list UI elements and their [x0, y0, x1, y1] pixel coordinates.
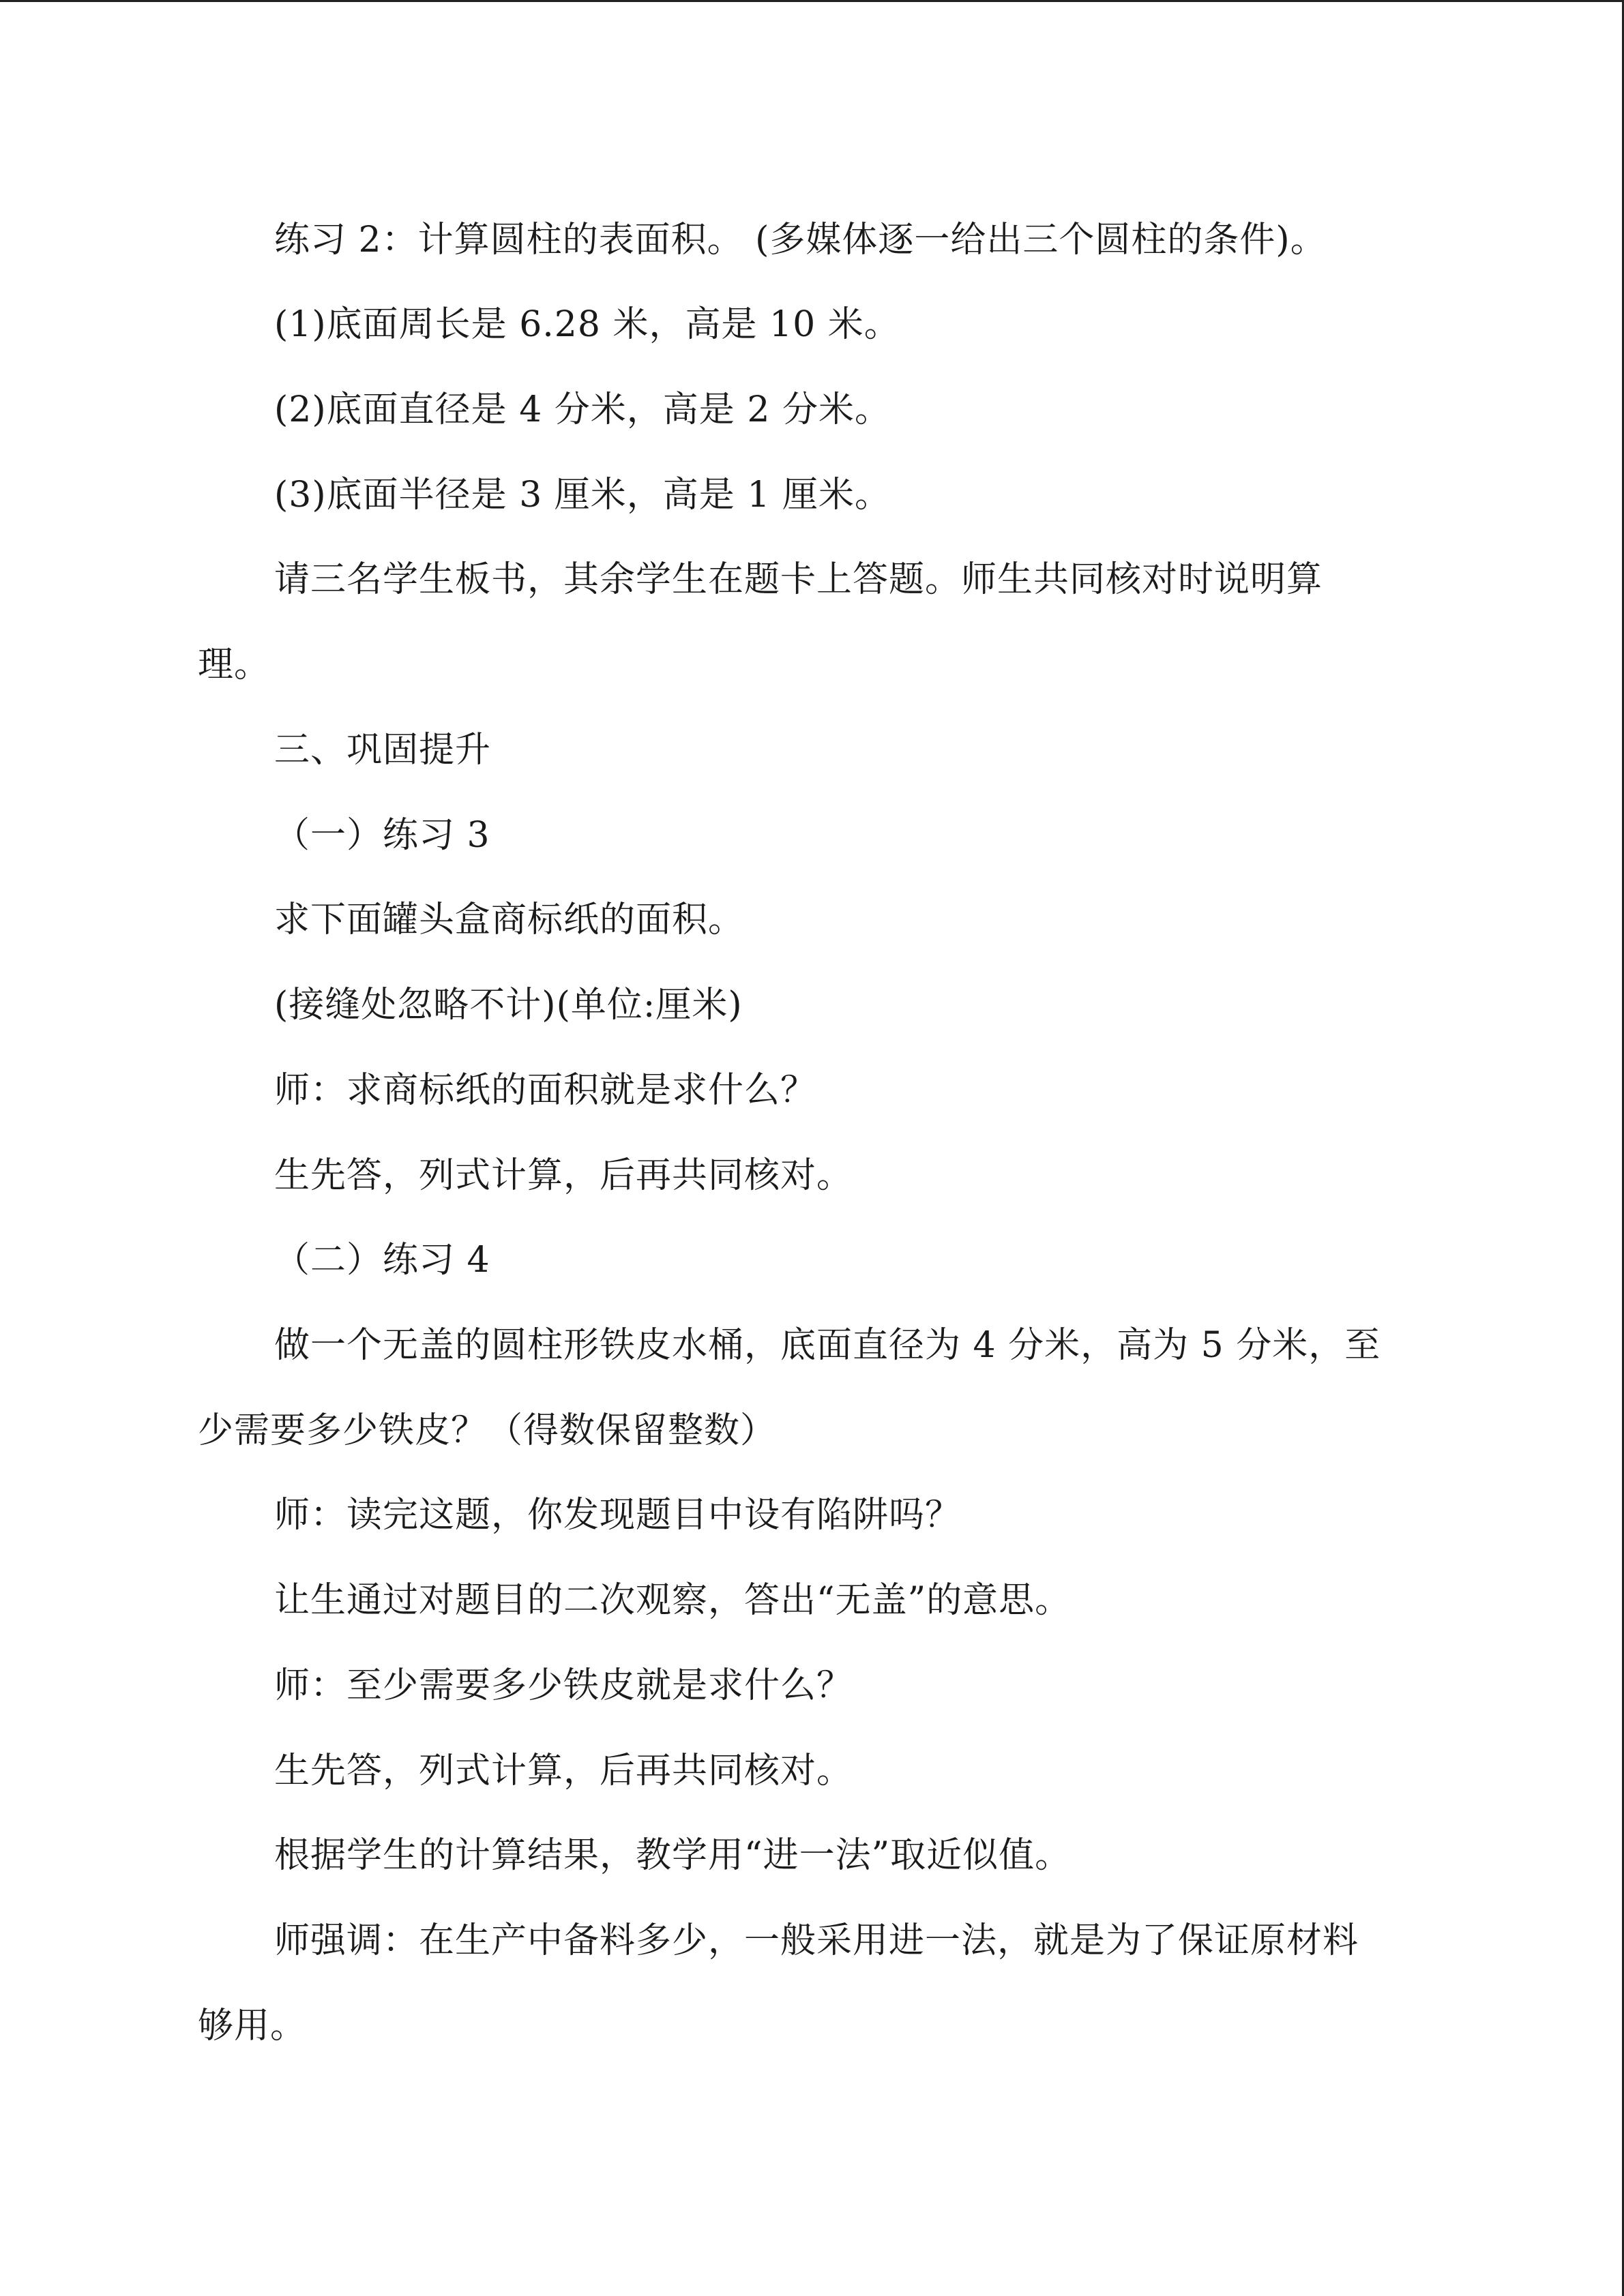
paragraph-observation: 让生通过对题目的二次观察，答出“无盖”的意思。	[274, 1580, 1072, 1621]
subheading-exercise-4: （二）练习 4	[274, 1240, 490, 1281]
paragraph-item-1: (1)底面周长是 6.28 米，高是 10 米。	[274, 304, 900, 345]
paragraph-teacher-question-1: 师：求商标纸的面积就是求什么？	[274, 1070, 817, 1111]
paragraph-exercise-2: 练习 2：计算圆柱的表面积。 (多媒体逐一给出三个圆柱的条件)。	[274, 220, 1327, 260]
paragraph-rounding-method: 根据学生的计算结果，教学用“进一法”取近似值。	[274, 1835, 1072, 1876]
paragraph-teacher-question-2: 师：读完这题，你发现题目中设有陷阱吗？	[274, 1495, 962, 1536]
paragraph-item-3: (3)底面半径是 3 厘米，高是 1 厘米。	[274, 475, 891, 516]
section-heading-consolidate: 三、巩固提升	[274, 730, 492, 771]
paragraph-student-answer-2: 生先答，列式计算，后再共同核对。	[274, 1750, 853, 1791]
paragraph-bucket-problem: 做一个无盖的圆柱形铁皮水桶，底面直径为 4 分米，高为 5 分米，至	[274, 1325, 1381, 1366]
paragraph-teacher-emphasis: 师强调：在生产中备料多少，一般采用进一法，就是为了保证原材料	[274, 1920, 1359, 1961]
paragraph-board-work-cont: 理。	[198, 644, 271, 685]
paragraph-units-note: (接缝处忽略不计)(单位:厘米)	[274, 985, 743, 1026]
paragraph-teacher-emphasis-cont: 够用。	[198, 2006, 307, 2046]
paragraph-item-2: (2)底面直径是 4 分米，高是 2 分米。	[274, 389, 891, 430]
paragraph-bucket-problem-cont: 少需要多少铁皮？（得数保留整数）	[198, 1410, 777, 1451]
paragraph-student-answer-1: 生先答，列式计算，后再共同核对。	[274, 1155, 853, 1196]
paragraph-board-work: 请三名学生板书，其余学生在题卡上答题。师生共同核对时说明算	[274, 559, 1323, 600]
subheading-exercise-3: （一）练习 3	[274, 815, 490, 856]
paragraph-teacher-question-3: 师：至少需要多少铁皮就是求什么？	[274, 1665, 853, 1706]
document-page	[198, 0, 1432, 2296]
paragraph-label-area: 求下面罐头盒商标纸的面积。	[274, 899, 745, 940]
